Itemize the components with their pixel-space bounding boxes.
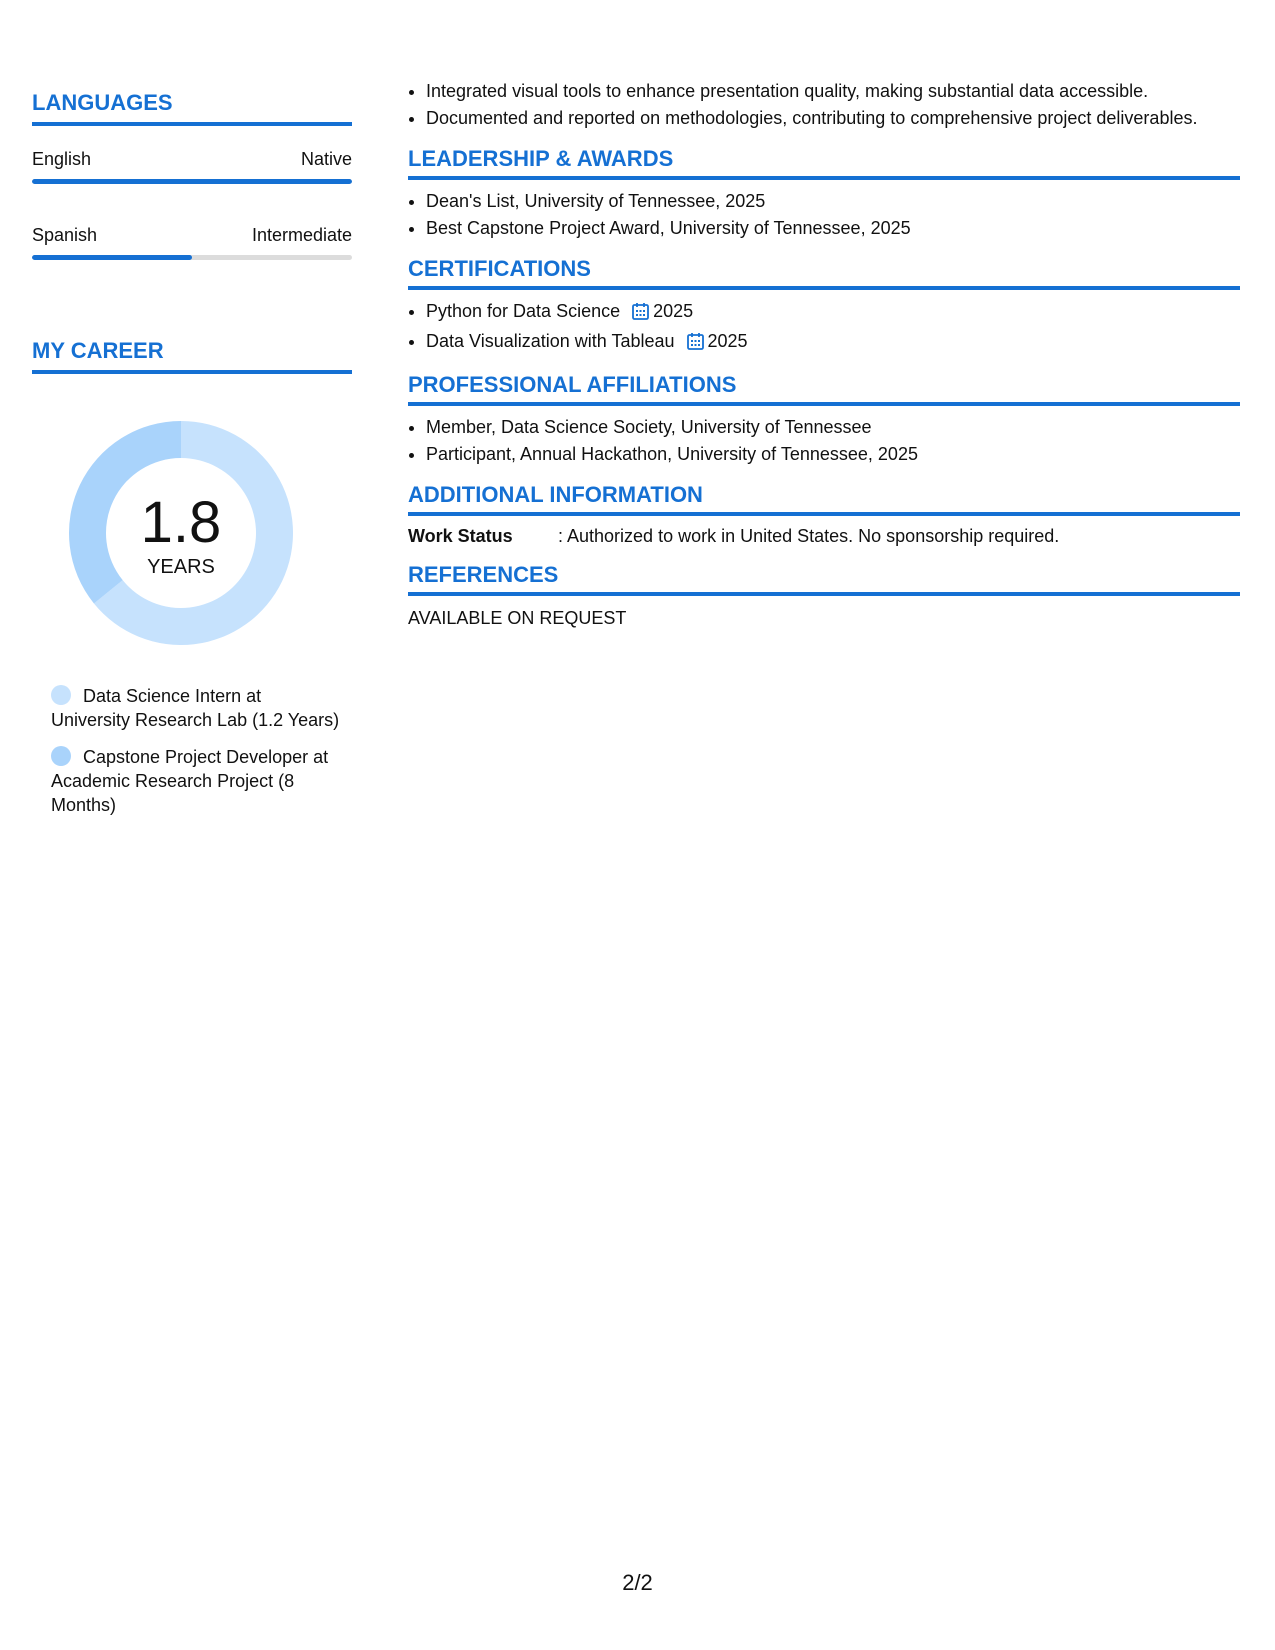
career-donut-chart [66,418,296,648]
left-column [32,90,352,830]
certification-year: 2025 [653,301,694,321]
certification-name: Data Visualization with Tableau [426,331,675,351]
affiliations-list [408,414,1240,468]
career-total-value: 1.8 [140,490,222,555]
references-section [408,562,1240,630]
languages-heading: LANGUAGES [32,90,352,126]
list-item: • Documented and reported on methodologies, contributing to comprehensive project deliverables. [426,105,1240,132]
list-item: • Participant, Annual Hackathon, University of Tennessee, 2025 [426,441,1240,468]
page-number: 2/2 [622,1570,653,1595]
list-item [426,328,1240,358]
list-item: • Integrated visual tools to enhance presentation quality, making substantial data accessible. [426,78,1240,105]
language-proficiency-bar [32,255,352,260]
work-status-label: Work Status [408,526,513,546]
affiliations-section [408,372,1240,468]
leadership-list [408,188,1240,242]
list-item: • Dean's List, University of Tennessee, 2025 [426,188,1240,215]
affiliations-heading: PROFESSIONAL AFFILIATIONS [408,372,1240,406]
list-item: • Member, Data Science Society, University of Tennessee [426,414,1240,441]
experience-continued-list [408,78,1240,132]
references-text: AVAILABLE ON REQUEST [408,608,627,628]
work-status-value: : Authorized to work in United States. No sponsorship required. [558,526,1060,546]
language-name: English [32,149,92,169]
language-spanish [32,224,352,260]
additional-info-section [408,482,1240,548]
language-level: Native [300,149,352,169]
legend-dot-icon [51,685,71,705]
references-heading: REFERENCES [408,562,1240,596]
list-item [426,298,1240,328]
career-legend [32,684,341,817]
language-level: Intermediate [251,225,352,245]
leadership-heading: LEADERSHIP & AWARDS [408,146,1240,180]
work-status-row [408,524,1240,548]
language-proficiency-fill [32,179,352,184]
legend-dot-icon [51,746,71,766]
calendar-icon [687,331,704,358]
career-legend-item [51,684,341,732]
certification-year: 2025 [707,331,748,351]
career-entry-label: Capstone Project Developer at Academic Research Project (8 Months) [51,747,329,815]
list-item: • Best Capstone Project Award, University of Tennessee, 2025 [426,215,1240,242]
career-total-unit: YEARS [147,556,215,578]
certifications-section [408,256,1240,358]
certifications-heading: CERTIFICATIONS [408,256,1240,290]
leadership-section [408,146,1240,242]
language-proficiency-fill [32,255,192,260]
language-name: Spanish [32,225,98,245]
career-legend-item [51,745,341,817]
additional-info-heading: ADDITIONAL INFORMATION [408,482,1240,516]
language-english [32,148,352,184]
career-heading: MY CAREER [32,338,352,374]
certification-name: Python for Data Science [426,301,621,321]
calendar-icon [632,301,649,328]
career-section [32,338,352,817]
certifications-list [408,298,1240,358]
language-proficiency-bar [32,179,352,184]
donut-center [66,490,296,580]
right-column [408,78,1240,630]
career-entry-label: Data Science Intern at University Research Lab (1.2 Years) [51,686,340,730]
